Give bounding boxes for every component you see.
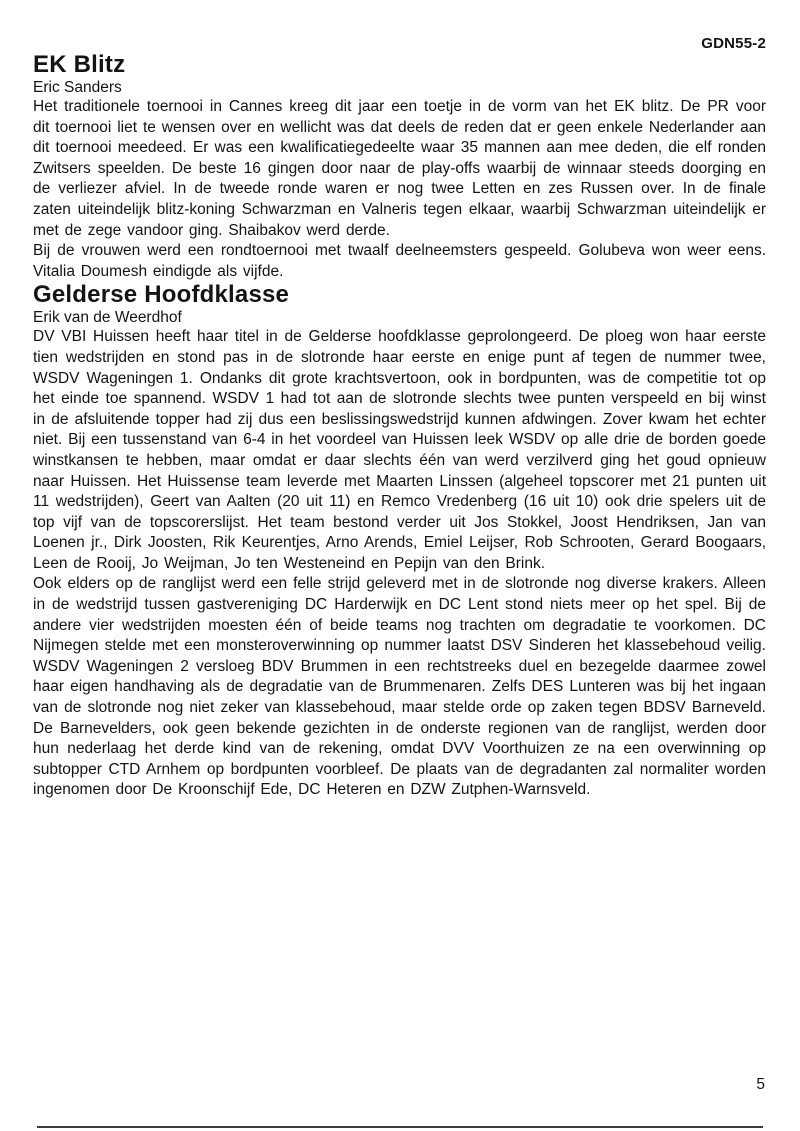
paragraph-gelderse-1: DV VBI Huissen heeft haar titel in de Gelderse hoofdklasse geprolongeerd. De ploeg won haar eerste tien wedstrijden en stond pas in de slotronde haar eerste en enige punt af tegen de nummer twee, WSDV Wageningen 1. Ondanks dit grote krachtsvertoon, ook in bordpunten, was de competitie tot op het einde toe spannend. WSDV 1 had tot aan de slotronde slechts twee punten verspeeld en bij winst in de afsluitende topper had zij dus een beslissingswedstrijd kunnen afdwingen. Zover kwam het echter niet. Bij een tussenstand van 6-4 in het voordeel van Huissen leek WSDV op alle drie de borden goede winstkansen te hebben, maar omdat er daar slechts één van werd verzilverd ging het goud opnieuw naar Huissen. Het Huissense team leverde met Maarten Linssen (algeheel topscorer met 21 punten uit 11 wedstrijden), Geert van Aalten (20 uit 11) en Remco Vredenberg (16 uit 10) ook drie spelers uit de top vijf van de topscorerslijst. Het team bestond verder uit Jos Stokkel, Joost Hendriksen, Jan van Loenen jr., Dirk Joosten, Rik Keurentjes, Arno Arends, Emiel Leijser, Rob Schrooten, Gerard Boogaars, Leen de Rooij, Jo Weijman, Jo ten Westeneind en Pepijn van den Brink. — [33, 328, 766, 572]
page-content — [0, 36, 800, 801]
paragraph-gelderse-2: Ook elders op de ranglijst werd een felle strijd geleverd met in de slotronde nog diverse krakers. Alleen in de wedstrijd tussen gastvereniging DC Harderwijk en DC Lent stond niets meer op het spel. Bij de andere vier wedstrijden moesten één of beide teams nog trachten om degradatie te voorkomen. DC Nijmegen stelde met een monsteroverwinning op nummer laatst DSV Sinderen het klassebehoud veilig. WSDV Wageningen 2 versloeg BDV Brummen in een rechtstreeks duel en bezegelde daarmee zowel haar eigen handhaving als de degradatie van de Brummenaren. Zelfs DES Lunteren was bij het ingaan van de slotronde nog niet zeker van klassebehoud, maar stelde orde op zaken tegen BDSV Barneveld. De Barnevelders, ook geen bekende gezichten in de onderste regionen van de ranglijst, werden door hun nederlaag het derde kind van de rekening, omdat DVV Voorthuizen ze na een overwinning op subtopper CTD Arnhem op bordpunten voorbleef. De plaats van de degradanten zal normaliter worden ingenomen door De Kroonschijf Ede, DC Heteren en DZW Zutphen-Warnsveld. — [33, 575, 766, 799]
article-author-gelderse-hoofdklasse: Erik van de Weerdhof — [33, 309, 182, 327]
page-number: 5 — [756, 1076, 765, 1093]
paragraph-ek-blitz-1: Het traditionele toernooi in Cannes kreeg dit jaar een toetje in de vorm van het EK blitz. De PR voor dit toernooi liet te wensen over en wellicht was dat deels de reden dat er geen enkele Nederlander aan dit toernooi meedeed. Er was een kwalificatiegedeelte waar 35 mannen aan mee deden, die elf ronden Zwitsers speelden. De beste 16 gingen door naar de play-offs waarbij de winnaar steeds doorging en de verliezer afviel. In de tweede ronde waren er nog twee Letten en zes Russen over. In de finale zaten uiteindelijk blitz-koning Schwarzman en Valneris tegen elkaar, waarbij Schwarzman uiteindelijk er met de zege vandoor ging. Shaibakov werd derde. — [33, 98, 766, 239]
doc-code: GDN55-2 — [701, 35, 766, 52]
article-author-ek-blitz: Eric Sanders — [33, 79, 122, 96]
footer-divider — [37, 1126, 763, 1128]
article-title-ek-blitz: EK Blitz — [33, 51, 126, 78]
paragraph-ek-blitz-2: Bij de vrouwen werd een rondtoernooi met twaalf deelneemsters gespeeld. Golubeva won weer eens. Vitalia Doumesh eindigde als vijfde. — [33, 242, 766, 280]
article-title-gelderse-hoofdklasse: Gelderse Hoofdklasse — [33, 281, 290, 309]
